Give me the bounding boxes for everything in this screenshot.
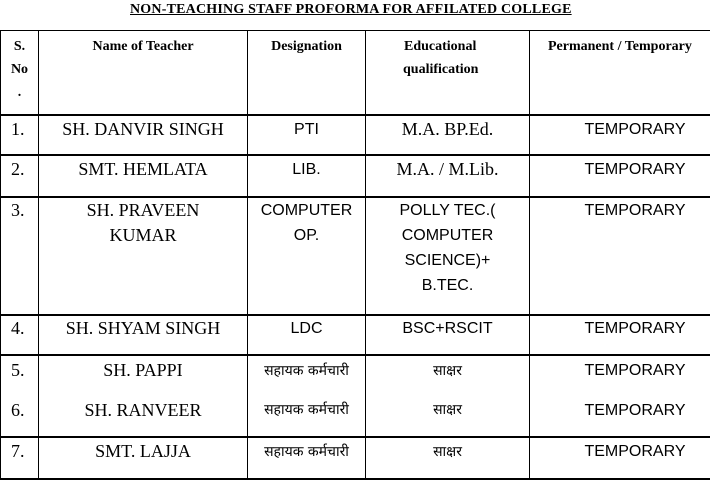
row-divider: [0, 114, 710, 116]
row-status: TEMPORARY: [584, 202, 686, 219]
row-designation-line: OP.: [293, 227, 320, 244]
header-status: Permanent / Temporary: [548, 39, 692, 54]
row-divider: [0, 30, 710, 31]
row-qualification: M.A. / M.Lib.: [396, 159, 499, 179]
row-divider: [0, 478, 710, 480]
row-sno: 1.: [11, 119, 25, 139]
row-status: TEMPORARY: [584, 402, 686, 419]
row-sno: 2.: [11, 159, 25, 179]
row-divider: [0, 354, 710, 356]
row-status: TEMPORARY: [584, 161, 686, 178]
row-designation-line: COMPUTER: [260, 202, 353, 219]
row-designation: LIB.: [292, 161, 321, 178]
row-name: SH. SHYAM SINGH: [65, 318, 221, 338]
row-qualification-line: POLLY TEC.(: [399, 202, 496, 219]
staff-table: [0, 30, 710, 490]
header-name: Name of Teacher: [92, 39, 194, 54]
row-divider: [0, 436, 710, 438]
row-qualification: M.A. BP.Ed.: [401, 119, 494, 139]
row-name: SMT. LAJJA: [95, 441, 191, 461]
row-sno: 3.: [11, 200, 25, 220]
row-qualification: [366, 198, 529, 298]
row-name-line: KUMAR: [109, 225, 177, 245]
row-status: TEMPORARY: [584, 443, 686, 460]
row-sno: 4.: [11, 318, 25, 338]
row-qualification-line: B.TEC.: [421, 277, 474, 294]
header-sno-line: S.: [13, 39, 26, 54]
row-sno: 7.: [11, 441, 25, 461]
row-divider: [0, 154, 710, 156]
row-qualification: BSC+RSCIT: [402, 320, 493, 337]
row-name-line: SH. PRAVEEN: [86, 200, 200, 220]
row-name: SMT. HEMLATA: [78, 159, 208, 179]
row-name: SH. PAPPI: [103, 360, 183, 380]
header-sno: [1, 35, 38, 104]
row-designation: सहायक कर्मचारी: [264, 444, 349, 460]
header-sno-line: No: [10, 62, 29, 77]
row-status: TEMPORARY: [584, 121, 686, 138]
document-title: NON-TEACHING STAFF PROFORMA FOR AFFILATED COLLEGE: [130, 2, 572, 17]
row-designation: सहायक कर्मचारी: [264, 402, 349, 418]
row-name: [39, 198, 247, 248]
row-qualification-line: COMPUTER: [401, 227, 494, 244]
header-qualification-line: Educational: [404, 39, 477, 54]
row-qualification-line: SCIENCE)+: [404, 252, 491, 269]
row-status: TEMPORARY: [584, 320, 686, 337]
row-designation: LDC: [290, 320, 323, 337]
header-sno-line: .: [17, 85, 22, 100]
title-bar: [0, 0, 710, 26]
row-name: SH. RANVEER: [84, 400, 202, 420]
header-designation: Designation: [271, 39, 342, 54]
row-qualification: साक्षर: [433, 402, 462, 418]
row-qualification: साक्षर: [433, 444, 462, 460]
row-qualification: साक्षर: [433, 363, 462, 379]
row-name: SH. DANVIR SINGH: [62, 119, 224, 139]
header-qualification-line: qualification: [403, 62, 479, 77]
header-qualification: [366, 35, 529, 81]
row-status: TEMPORARY: [584, 362, 686, 379]
row-sno: 6.: [11, 400, 25, 420]
row-designation: PTI: [294, 121, 319, 138]
row-designation: [248, 198, 365, 248]
row-designation: सहायक कर्मचारी: [264, 363, 349, 379]
row-sno: 5.: [11, 360, 25, 380]
